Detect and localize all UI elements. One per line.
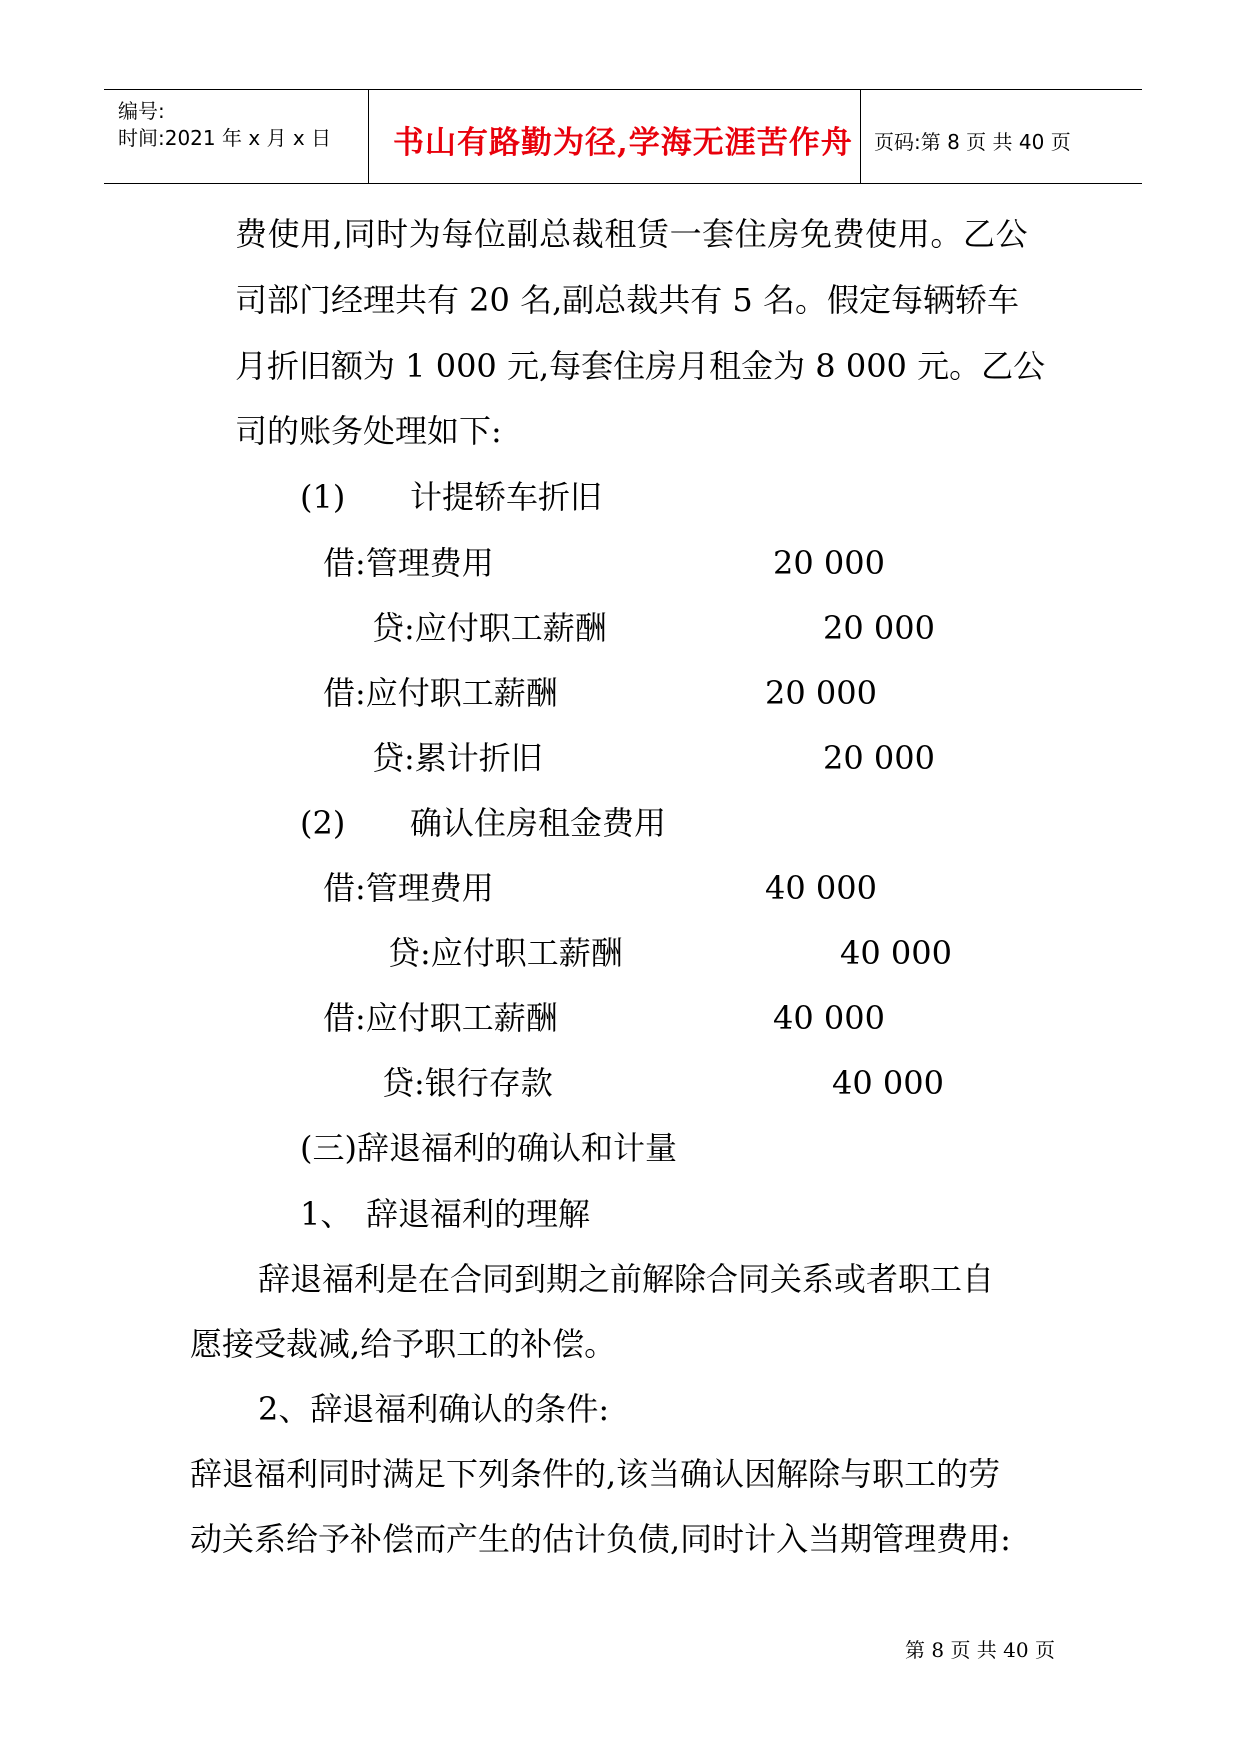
entry2-amount: 20 000 <box>823 609 935 647</box>
para3-line1: 辞退福利同时满足下列条件的,该当确认因解除与职工的劳 <box>190 1455 1001 1493</box>
entry1-amount: 20 000 <box>773 544 885 582</box>
header-page-info: 页码:第 8 页 共 40 页 <box>874 130 1071 154</box>
para1-line3: 月折旧额为 1 000 元,每套住房月租金为 8 000 元。乙公 <box>235 347 1046 385</box>
header-divider-right <box>860 89 861 183</box>
sub1-number: 1、 <box>300 1195 353 1233</box>
header-top-rule <box>104 89 1142 90</box>
entry6-label: 贷:应付职工薪酬 <box>388 934 623 972</box>
doc-number-label: 编号: <box>118 99 165 123</box>
para3-line2: 动关系给予补偿而产生的估计负债,同时计入当期管理费用: <box>190 1520 1011 1558</box>
entry8-label: 贷:银行存款 <box>382 1064 553 1102</box>
entry1-label: 借:管理费用 <box>323 544 494 582</box>
item1-title: 计提轿车折旧 <box>410 478 603 516</box>
entry8-amount: 40 000 <box>832 1064 944 1102</box>
entry7-amount: 40 000 <box>773 999 885 1037</box>
section3-heading: (三)辞退福利的确认和计量 <box>300 1129 677 1167</box>
entry2-label: 贷:应付职工薪酬 <box>372 609 607 647</box>
entry4-label: 贷:累计折旧 <box>372 739 543 777</box>
para1-line1: 费使用,同时为每位副总裁租赁一套住房免费使用。乙公 <box>235 215 1029 253</box>
doc-time-label: 时间:2021 年 x 月 x 日 <box>118 126 332 150</box>
entry3-amount: 20 000 <box>765 674 877 712</box>
para2-line2: 愿接受裁减,给予职工的补偿。 <box>190 1325 617 1363</box>
entry7-label: 借:应付职工薪酬 <box>323 999 558 1037</box>
entry3-label: 借:应付职工薪酬 <box>323 674 558 712</box>
sub2-heading: 2、辞退福利确认的条件: <box>258 1390 610 1428</box>
entry6-amount: 40 000 <box>840 934 952 972</box>
entry5-label: 借:管理费用 <box>323 869 494 907</box>
header-bottom-rule <box>104 183 1142 184</box>
sub1-heading: 辞退福利的理解 <box>366 1195 591 1233</box>
item2-number: (2) <box>300 804 346 842</box>
para1-line2: 司部门经理共有 20 名,副总裁共有 5 名。假定每辆轿车 <box>235 281 1019 319</box>
item2-title: 确认住房租金费用 <box>410 804 667 842</box>
entry4-amount: 20 000 <box>823 739 935 777</box>
footer-page-number: 第 8 页 共 40 页 <box>905 1638 1055 1662</box>
item1-number: (1) <box>300 478 346 516</box>
entry5-amount: 40 000 <box>765 869 877 907</box>
para2-line1: 辞退福利是在合同到期之前解除合同关系或者职工自 <box>258 1260 995 1298</box>
para1-line4: 司的账务处理如下: <box>235 412 502 450</box>
header-divider-left <box>368 89 369 183</box>
header-motto: 书山有路勤为径,学海无涯苦作舟 <box>393 125 853 161</box>
